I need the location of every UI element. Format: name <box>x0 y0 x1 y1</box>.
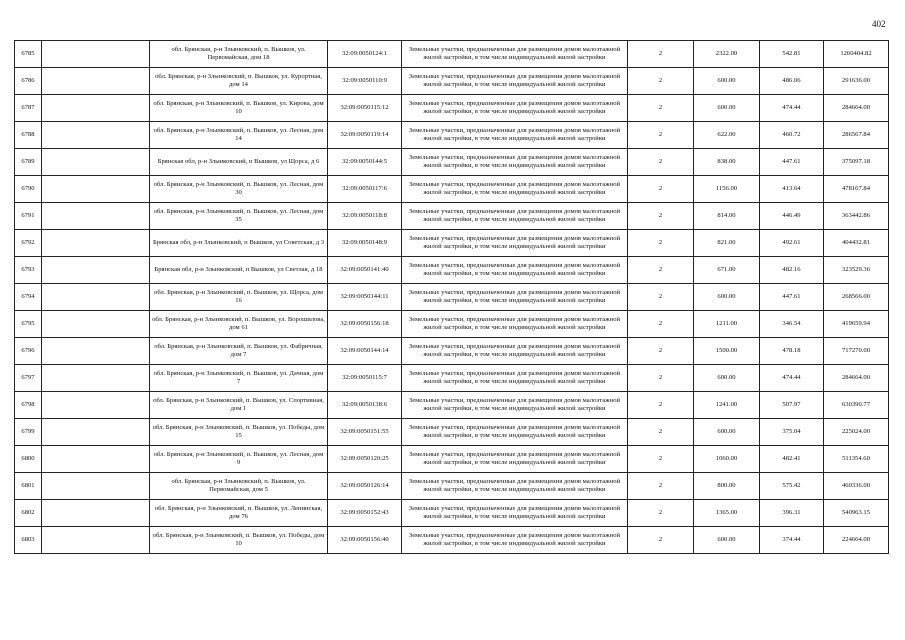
cadastral-value-cell: 375097.18 <box>824 149 889 176</box>
address-cell: обл. Брянская, р-н Злынковский, п. Вышков, ул. Курортная, дом 14 <box>150 68 328 95</box>
record-number-cell: 6798 <box>15 392 42 419</box>
address-cell: обл. Брянская, р-н Злынковский, п. Вышков, ул. Спортивная, дом 1 <box>150 392 328 419</box>
cadastral-number-cell: 32:09:0050138:6 <box>328 392 402 419</box>
record-number-cell: 6793 <box>15 257 42 284</box>
cadastral-value-cell: 363442.86 <box>824 203 889 230</box>
record-number-cell: 6799 <box>15 419 42 446</box>
address-cell: Брянская обл, р-н Злынковский, п Вышков, ул Советская, д 3 <box>150 230 328 257</box>
group-cell: 2 <box>628 68 694 95</box>
area-cell: 800.00 <box>694 473 760 500</box>
land-use-cell: Земельные участки, предназначенные для размещения домов малоэтажной жилой застройки, в том числе индивидуальной жилой застройки <box>402 176 628 203</box>
specific-value-cell: 346.54 <box>760 311 824 338</box>
cadastral-value-cell: 630390.77 <box>824 392 889 419</box>
land-use-cell: Земельные участки, предназначенные для размещения домов малоэтажной жилой застройки, в том числе индивидуальной жилой застройки <box>402 527 628 554</box>
cadastral-value-cell: 323529.36 <box>824 257 889 284</box>
area-cell: 814.00 <box>694 203 760 230</box>
specific-value-cell: 446.49 <box>760 203 824 230</box>
blank-cell <box>42 203 150 230</box>
table-row <box>15 419 889 446</box>
cadastral-number-cell: 32:09:0050144:5 <box>328 149 402 176</box>
table-row <box>15 203 889 230</box>
blank-cell <box>42 365 150 392</box>
land-use-cell: Земельные участки, предназначенные для размещения домов малоэтажной жилой застройки, в том числе индивидуальной жилой застройки <box>402 122 628 149</box>
record-number-cell: 6787 <box>15 95 42 122</box>
cadastral-number-cell: 32:09:0050152:43 <box>328 500 402 527</box>
cadastral-number-cell: 32:09:0050117:6 <box>328 176 402 203</box>
land-use-cell: Земельные участки, предназначенные для размещения домов малоэтажной жилой застройки, в том числе индивидуальной жилой застройки <box>402 311 628 338</box>
blank-cell <box>42 392 150 419</box>
cadastral-value-cell: 460336.00 <box>824 473 889 500</box>
land-use-cell: Земельные участки, предназначенные для размещения домов малоэтажной жилой застройки, в том числе индивидуальной жилой застройки <box>402 284 628 311</box>
record-number-cell: 6803 <box>15 527 42 554</box>
specific-value-cell: 478.18 <box>760 338 824 365</box>
table-row <box>15 446 889 473</box>
cadastral-number-cell: 32:09:0050115:12 <box>328 95 402 122</box>
address-cell: Брянская обл, р-н Злынковский, п Вышков, ул Светлая, д 18 <box>150 257 328 284</box>
table-row <box>15 257 889 284</box>
cadastral-value-cell: 224664.00 <box>824 527 889 554</box>
table-row <box>15 500 889 527</box>
record-number-cell: 6794 <box>15 284 42 311</box>
specific-value-cell: 374.44 <box>760 527 824 554</box>
address-cell: обл. Брянская, р-н Злынковский, п. Вышков, ул. Щорса, дом 16 <box>150 284 328 311</box>
table-row <box>15 338 889 365</box>
cadastral-value-cell: 291636.00 <box>824 68 889 95</box>
table-row <box>15 95 889 122</box>
specific-value-cell: 482.16 <box>760 257 824 284</box>
page-number: 402 <box>872 19 886 29</box>
land-use-cell: Земельные участки, предназначенные для размещения домов малоэтажной жилой застройки, в том числе индивидуальной жилой застройки <box>402 41 628 68</box>
group-cell: 2 <box>628 473 694 500</box>
record-number-cell: 6801 <box>15 473 42 500</box>
address-cell: обл. Брянская, р-н Злынковский, п. Вышков, ул. Ворошилова, дом 61 <box>150 311 328 338</box>
area-cell: 671.00 <box>694 257 760 284</box>
group-cell: 2 <box>628 122 694 149</box>
address-cell: обл. Брянская, р-н Злынковский, п. Вышков, ул. Лесная, дом 30 <box>150 176 328 203</box>
record-number-cell: 6790 <box>15 176 42 203</box>
group-cell: 2 <box>628 500 694 527</box>
cadastral-value-cell: 540963.15 <box>824 500 889 527</box>
blank-cell <box>42 338 150 365</box>
land-use-cell: Земельные участки, предназначенные для размещения домов малоэтажной жилой застройки, в том числе индивидуальной жилой застройки <box>402 203 628 230</box>
cadastral-value-cell: 284664.00 <box>824 365 889 392</box>
record-number-cell: 6785 <box>15 41 42 68</box>
record-number-cell: 6786 <box>15 68 42 95</box>
cadastral-number-cell: 32:09:0050110:9 <box>328 68 402 95</box>
specific-value-cell: 460.72 <box>760 122 824 149</box>
blank-cell <box>42 446 150 473</box>
specific-value-cell: 507.97 <box>760 392 824 419</box>
address-cell: обл. Брянская, р-н Злынковский, п. Вышков, ул. Лесная, дом 14 <box>150 122 328 149</box>
group-cell: 2 <box>628 176 694 203</box>
area-cell: 622.00 <box>694 122 760 149</box>
blank-cell <box>42 527 150 554</box>
group-cell: 2 <box>628 149 694 176</box>
area-cell: 600.00 <box>694 527 760 554</box>
record-number-cell: 6802 <box>15 500 42 527</box>
cadastral-value-cell: 268566.00 <box>824 284 889 311</box>
record-number-cell: 6796 <box>15 338 42 365</box>
address-cell: обл. Брянская, р-н Злынковский, п. Вышков, ул. Первомайская, дом 5 <box>150 473 328 500</box>
area-cell: 600.00 <box>694 68 760 95</box>
cadastral-number-cell: 32:09:0050148:9 <box>328 230 402 257</box>
cadastral-number-cell: 32:09:0050144:11 <box>328 284 402 311</box>
blank-cell <box>42 311 150 338</box>
land-use-cell: Земельные участки, предназначенные для размещения домов малоэтажной жилой застройки, в том числе индивидуальной жилой застройки <box>402 149 628 176</box>
blank-cell <box>42 500 150 527</box>
cadastral-number-cell: 32:09:0050118:8 <box>328 203 402 230</box>
area-cell: 600.00 <box>694 95 760 122</box>
address-cell: обл. Брянская, р-н Злынковский, п. Вышков, ул. Фабричная, дом 7 <box>150 338 328 365</box>
cadastral-value-cell: 284664.00 <box>824 95 889 122</box>
group-cell: 2 <box>628 41 694 68</box>
address-cell: Брянская обл, р-н Злынковский, п Вышков, ул Щорса, д 6 <box>150 149 328 176</box>
blank-cell <box>42 473 150 500</box>
area-cell: 600.00 <box>694 419 760 446</box>
land-use-cell: Земельные участки, предназначенные для размещения домов малоэтажной жилой застройки, в том числе индивидуальной жилой застройки <box>402 230 628 257</box>
group-cell: 2 <box>628 230 694 257</box>
record-number-cell: 6797 <box>15 365 42 392</box>
specific-value-cell: 447.61 <box>760 284 824 311</box>
land-use-cell: Земельные участки, предназначенные для размещения домов малоэтажной жилой застройки, в том числе индивидуальной жилой застройки <box>402 473 628 500</box>
address-cell: обл. Брянская, р-н Злынковский, п. Вышков, ул. Кирова, дом 10 <box>150 95 328 122</box>
group-cell: 2 <box>628 419 694 446</box>
group-cell: 2 <box>628 338 694 365</box>
record-number-cell: 6800 <box>15 446 42 473</box>
land-use-cell: Земельные участки, предназначенные для размещения домов малоэтажной жилой застройки, в том числе индивидуальной жилой застройки <box>402 95 628 122</box>
cadastral-number-cell: 32:09:0050119:14 <box>328 122 402 149</box>
blank-cell <box>42 176 150 203</box>
specific-value-cell: 413.64 <box>760 176 824 203</box>
blank-cell <box>42 95 150 122</box>
blank-cell <box>42 149 150 176</box>
group-cell: 2 <box>628 365 694 392</box>
address-cell: обл. Брянская, р-н Злынковский, п. Вышков, ул. Ленинская, дом 76 <box>150 500 328 527</box>
land-use-cell: Земельные участки, предназначенные для размещения домов малоэтажной жилой застройки, в том числе индивидуальной жилой застройки <box>402 500 628 527</box>
blank-cell <box>42 257 150 284</box>
group-cell: 2 <box>628 311 694 338</box>
specific-value-cell: 396.31 <box>760 500 824 527</box>
address-cell: обл. Брянская, р-н Злынковский, п. Вышков, ул. Дачная, дом 7 <box>150 365 328 392</box>
table-row <box>15 473 889 500</box>
table-row <box>15 176 889 203</box>
blank-cell <box>42 284 150 311</box>
cadastral-value-cell: 717270.00 <box>824 338 889 365</box>
cadastral-value-cell: 286567.84 <box>824 122 889 149</box>
record-number-cell: 6795 <box>15 311 42 338</box>
land-use-cell: Земельные участки, предназначенные для размещения домов малоэтажной жилой застройки, в том числе индивидуальной жилой застройки <box>402 392 628 419</box>
specific-value-cell: 482.41 <box>760 446 824 473</box>
table-row <box>15 284 889 311</box>
area-cell: 838.00 <box>694 149 760 176</box>
record-number-cell: 6792 <box>15 230 42 257</box>
table-row <box>15 41 889 68</box>
address-cell: обл. Брянская, р-н Злынковский, п. Вышков, ул. Первомайская, дом 18 <box>150 41 328 68</box>
table-row <box>15 365 889 392</box>
group-cell: 2 <box>628 446 694 473</box>
table-row <box>15 68 889 95</box>
area-cell: 600.00 <box>694 284 760 311</box>
area-cell: 1365.00 <box>694 500 760 527</box>
cadastral-number-cell: 32:09:0050156:40 <box>328 527 402 554</box>
table-row <box>15 122 889 149</box>
record-number-cell: 6791 <box>15 203 42 230</box>
cadastral-number-cell: 32:09:0050115:7 <box>328 365 402 392</box>
land-use-cell: Земельные участки, предназначенные для размещения домов малоэтажной жилой застройки, в том числе индивидуальной жилой застройки <box>402 446 628 473</box>
blank-cell <box>42 41 150 68</box>
group-cell: 2 <box>628 527 694 554</box>
specific-value-cell: 486.06 <box>760 68 824 95</box>
group-cell: 2 <box>628 95 694 122</box>
cadastral-number-cell: 32:09:0050156:18 <box>328 311 402 338</box>
record-number-cell: 6788 <box>15 122 42 149</box>
table-body <box>15 41 889 554</box>
area-cell: 1500.00 <box>694 338 760 365</box>
cadastral-number-cell: 32:09:0050120:25 <box>328 446 402 473</box>
cadastral-number-cell: 32:09:0050141:40 <box>328 257 402 284</box>
table-row <box>15 230 889 257</box>
address-cell: обл. Брянская, р-н Злынковский, п. Вышков, ул. Победы, дом 10 <box>150 527 328 554</box>
cadastral-value-cell: 419659.94 <box>824 311 889 338</box>
area-cell: 600.00 <box>694 365 760 392</box>
specific-value-cell: 474.44 <box>760 365 824 392</box>
specific-value-cell: 542.81 <box>760 41 824 68</box>
cadastral-value-cell: 511354.60 <box>824 446 889 473</box>
cadastral-value-table <box>14 40 889 554</box>
group-cell: 2 <box>628 203 694 230</box>
group-cell: 2 <box>628 257 694 284</box>
land-use-cell: Земельные участки, предназначенные для размещения домов малоэтажной жилой застройки, в том числе индивидуальной жилой застройки <box>402 68 628 95</box>
group-cell: 2 <box>628 284 694 311</box>
blank-cell <box>42 68 150 95</box>
land-use-cell: Земельные участки, предназначенные для размещения домов малоэтажной жилой застройки, в том числе индивидуальной жилой застройки <box>402 419 628 446</box>
specific-value-cell: 447.61 <box>760 149 824 176</box>
cadastral-number-cell: 32:09:0050124:1 <box>328 41 402 68</box>
area-cell: 2322.00 <box>694 41 760 68</box>
cadastral-value-cell: 478167.84 <box>824 176 889 203</box>
cadastral-number-cell: 32:09:0050151:55 <box>328 419 402 446</box>
cadastral-number-cell: 32:09:0050144:14 <box>328 338 402 365</box>
specific-value-cell: 575.42 <box>760 473 824 500</box>
table-row <box>15 311 889 338</box>
area-cell: 1211.00 <box>694 311 760 338</box>
area-cell: 821.00 <box>694 230 760 257</box>
table-row <box>15 392 889 419</box>
specific-value-cell: 492.61 <box>760 230 824 257</box>
blank-cell <box>42 419 150 446</box>
group-cell: 2 <box>628 392 694 419</box>
specific-value-cell: 375.04 <box>760 419 824 446</box>
area-cell: 1060.00 <box>694 446 760 473</box>
cadastral-value-cell: 404432.81 <box>824 230 889 257</box>
cadastral-value-cell: 1260404.82 <box>824 41 889 68</box>
record-number-cell: 6789 <box>15 149 42 176</box>
cadastral-number-cell: 32:09:0050126:14 <box>328 473 402 500</box>
table-row <box>15 149 889 176</box>
address-cell: обл. Брянская, р-н Злынковский, п. Вышков, ул. Лесная, дом 9 <box>150 446 328 473</box>
blank-cell <box>42 230 150 257</box>
land-use-cell: Земельные участки, предназначенные для размещения домов малоэтажной жилой застройки, в том числе индивидуальной жилой застройки <box>402 257 628 284</box>
blank-cell <box>42 122 150 149</box>
cadastral-value-cell: 225024.00 <box>824 419 889 446</box>
area-cell: 1241.00 <box>694 392 760 419</box>
area-cell: 1156.00 <box>694 176 760 203</box>
land-use-cell: Земельные участки, предназначенные для размещения домов малоэтажной жилой застройки, в том числе индивидуальной жилой застройки <box>402 338 628 365</box>
address-cell: обл. Брянская, р-н Злынковский, п. Вышков, ул. Лесная, дом 35 <box>150 203 328 230</box>
specific-value-cell: 474.44 <box>760 95 824 122</box>
table-row <box>15 527 889 554</box>
address-cell: обл. Брянская, р-н Злынковский, п. Вышков, ул. Победы, дом 15 <box>150 419 328 446</box>
land-use-cell: Земельные участки, предназначенные для размещения домов малоэтажной жилой застройки, в том числе индивидуальной жилой застройки <box>402 365 628 392</box>
